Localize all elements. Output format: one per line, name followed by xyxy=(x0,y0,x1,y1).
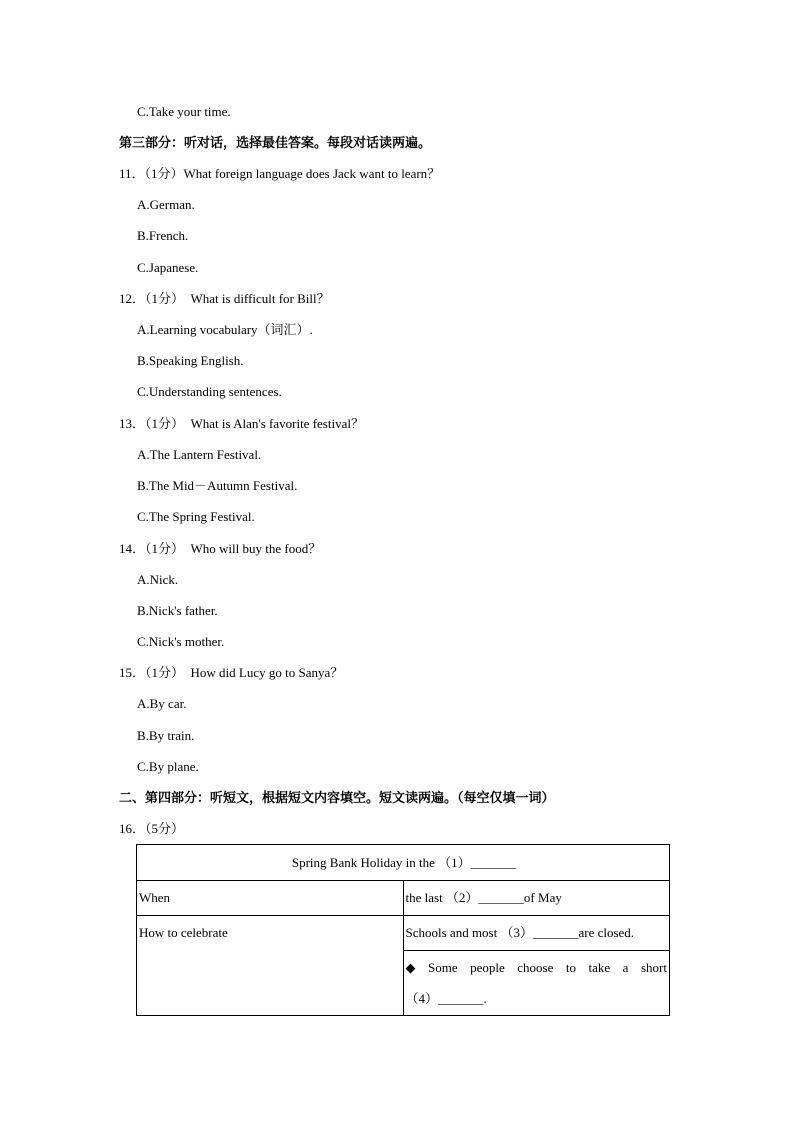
option-c-q13: C.The Spring Festival. xyxy=(137,509,255,524)
word: a xyxy=(622,959,629,975)
how-value-2-cont: （4）_______. xyxy=(405,990,487,1006)
how-value-2-line xyxy=(406,960,670,976)
option-a-q15: A.By car. xyxy=(137,696,187,711)
how-value-1: Schools and most （3）_______are closed. xyxy=(403,916,670,951)
option-c-q11: C.Japanese. xyxy=(137,260,199,275)
word: short xyxy=(640,959,667,975)
option-a-q12: A.Learning vocabulary（词汇）. xyxy=(137,322,313,337)
option-c-q14: C.Nick's mother. xyxy=(137,634,225,649)
how-value-2 xyxy=(403,951,670,1016)
table-title: Spring Bank Holiday in the （1）_______ xyxy=(137,845,670,881)
option-b-q13: B.The Mid－Autumn Festival. xyxy=(137,478,298,493)
option-c-q12: C.Understanding sentences. xyxy=(137,384,282,399)
when-label: When xyxy=(137,881,404,916)
option-c-q15: C.By plane. xyxy=(137,759,199,774)
option-a-q14: A.Nick. xyxy=(137,572,179,587)
section-four-heading: 二、第四部分：听短文，根据短文内容填空。短文读两遍。（每空仅填一词） xyxy=(119,790,555,805)
question-16: 16．（5分） xyxy=(119,821,185,836)
word: to xyxy=(565,959,577,975)
option-b-q11: B.French. xyxy=(137,228,189,243)
diamond-icon: ◆ xyxy=(405,959,416,975)
when-value: the last （2）_______of May xyxy=(403,881,670,916)
option-b-q14: B.Nick's father. xyxy=(137,603,218,618)
question-11: 11．（1分）What foreign language does Jack want to learn？ xyxy=(119,166,441,181)
word: choose xyxy=(517,959,554,975)
question-15: 15．（1分） How did Lucy go to Sanya？ xyxy=(119,665,344,680)
option-b-q12: B.Speaking English. xyxy=(137,353,244,368)
option-c-q10: C.Take your time. xyxy=(137,104,231,119)
how-to-celebrate-label: How to celebrate xyxy=(137,916,404,1016)
word: people xyxy=(470,959,505,975)
option-a-q11: A.German. xyxy=(137,197,195,212)
question-13: 13．（1分） What is Alan's favorite festival？ xyxy=(119,416,364,431)
option-a-q13: A.The Lantern Festival. xyxy=(137,447,262,462)
option-b-q15: B.By train. xyxy=(137,728,195,743)
section-three-heading: 第三部分：听对话，选择最佳答案。每段对话读两遍。 xyxy=(119,135,432,150)
word: take xyxy=(588,959,611,975)
holiday-table xyxy=(136,844,670,1016)
question-12: 12．（1分） What is difficult for Bill？ xyxy=(119,291,330,306)
question-14: 14．（1分） Who will buy the food？ xyxy=(119,541,322,556)
word: Some xyxy=(428,959,458,975)
